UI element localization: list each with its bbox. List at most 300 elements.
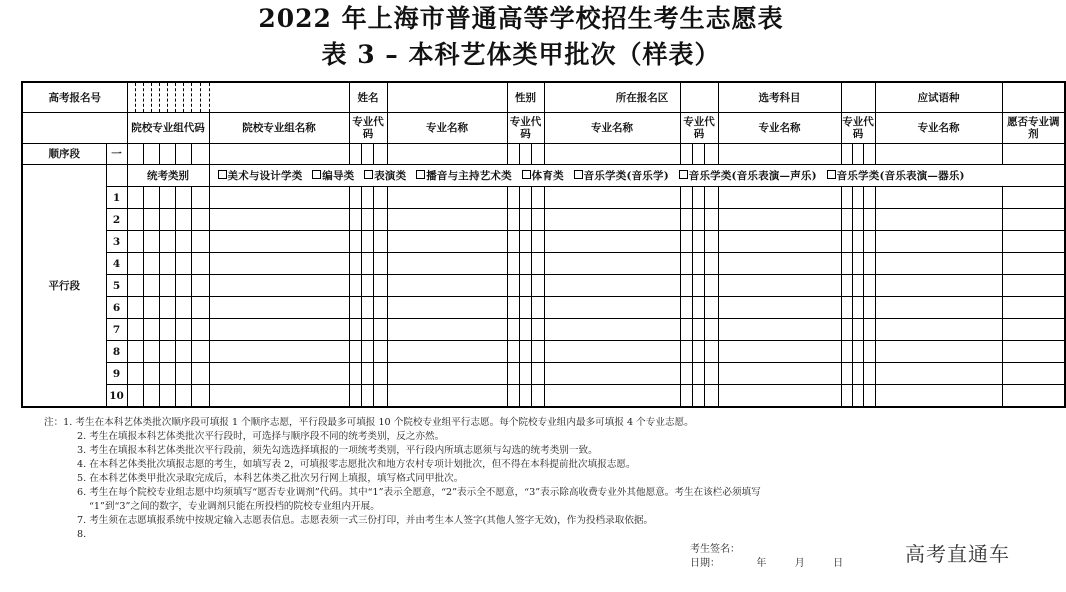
cell[interactable] (191, 144, 209, 165)
cell[interactable] (507, 144, 519, 165)
name-cell[interactable] (209, 341, 349, 363)
code-digit[interactable] (704, 209, 718, 231)
application-table (21, 81, 1066, 408)
code-digit[interactable] (704, 275, 718, 297)
group-code-digit[interactable] (143, 363, 159, 385)
name-cell[interactable] (875, 341, 1002, 363)
code-digit[interactable] (852, 385, 863, 408)
watermark: 高考直通车 (905, 542, 1010, 566)
name-cell[interactable] (544, 209, 680, 231)
code-digit[interactable] (704, 187, 718, 209)
group-code-digit[interactable] (127, 253, 143, 275)
category-option[interactable]: 音乐学类(音乐表演—器乐) (827, 170, 965, 182)
group-code-digit[interactable] (143, 253, 159, 275)
cell[interactable] (1002, 144, 1065, 165)
name-cell[interactable] (209, 187, 349, 209)
code-digit[interactable] (507, 319, 519, 341)
code-digit[interactable] (507, 187, 519, 209)
code-digit[interactable] (680, 231, 692, 253)
group-code-digit[interactable] (143, 231, 159, 253)
cell[interactable] (349, 144, 361, 165)
group-code-digit[interactable] (175, 385, 191, 408)
adjust-cell[interactable] (1002, 363, 1065, 385)
name-cell[interactable] (718, 275, 841, 297)
code-digit[interactable] (507, 209, 519, 231)
name-cell[interactable] (209, 319, 349, 341)
cell[interactable] (387, 144, 507, 165)
code-digit[interactable] (373, 363, 387, 385)
group-code-digit[interactable] (191, 275, 209, 297)
code-digit[interactable] (692, 297, 704, 319)
code-digit[interactable] (519, 275, 531, 297)
exam-number-digit[interactable] (151, 82, 159, 113)
group-code-digit[interactable] (143, 319, 159, 341)
code-digit[interactable] (704, 253, 718, 275)
code-digit[interactable] (863, 363, 875, 385)
code-digit[interactable] (361, 187, 373, 209)
group-code-digit[interactable] (127, 275, 143, 297)
code-digit[interactable] (507, 341, 519, 363)
name-cell[interactable] (875, 385, 1002, 408)
code-digit[interactable] (692, 385, 704, 408)
name-cell[interactable] (718, 363, 841, 385)
row-number: 9 (106, 363, 127, 385)
code-digit[interactable] (692, 209, 704, 231)
checkbox-icon (827, 170, 836, 179)
col-major-code-2: 专业代码 (507, 113, 544, 144)
group-code-digit[interactable] (191, 297, 209, 319)
code-digit[interactable] (680, 363, 692, 385)
code-digit[interactable] (373, 187, 387, 209)
group-code-digit[interactable] (127, 319, 143, 341)
language-field[interactable] (1002, 82, 1065, 113)
code-digit[interactable] (841, 253, 852, 275)
checkbox-icon (416, 170, 425, 179)
name-cell[interactable] (387, 209, 507, 231)
code-digit[interactable] (373, 341, 387, 363)
group-code-digit[interactable] (127, 363, 143, 385)
code-digit[interactable] (863, 253, 875, 275)
code-digit[interactable] (519, 385, 531, 408)
code-digit[interactable] (361, 319, 373, 341)
code-digit[interactable] (841, 275, 852, 297)
cell[interactable] (863, 144, 875, 165)
code-digit[interactable] (680, 275, 692, 297)
group-code-digit[interactable] (175, 319, 191, 341)
code-digit[interactable] (841, 385, 852, 408)
code-digit[interactable] (531, 209, 544, 231)
name-cell[interactable] (387, 231, 507, 253)
exam-number-digit[interactable] (127, 82, 135, 113)
code-digit[interactable] (531, 385, 544, 408)
group-code-digit[interactable] (175, 297, 191, 319)
code-digit[interactable] (349, 209, 361, 231)
code-digit[interactable] (507, 385, 519, 408)
code-digit[interactable] (507, 253, 519, 275)
name-cell[interactable] (387, 187, 507, 209)
code-digit[interactable] (692, 231, 704, 253)
code-digit[interactable] (361, 341, 373, 363)
code-digit[interactable] (841, 341, 852, 363)
code-digit[interactable] (692, 319, 704, 341)
group-code-digit[interactable] (191, 187, 209, 209)
group-code-digit[interactable] (143, 341, 159, 363)
code-digit[interactable] (531, 363, 544, 385)
adjust-cell[interactable] (1002, 341, 1065, 363)
name-cell[interactable] (875, 297, 1002, 319)
code-digit[interactable] (863, 319, 875, 341)
category-option[interactable]: 表演类 (364, 170, 406, 182)
year-label: 年 (756, 558, 767, 569)
parallel-row (22, 363, 1065, 385)
name-cell[interactable] (875, 187, 1002, 209)
cell[interactable] (544, 144, 680, 165)
cell[interactable] (143, 144, 159, 165)
name-cell[interactable] (875, 209, 1002, 231)
name-cell[interactable] (387, 363, 507, 385)
subjects-field[interactable] (841, 82, 875, 113)
code-digit[interactable] (704, 231, 718, 253)
code-digit[interactable] (349, 297, 361, 319)
code-digit[interactable] (519, 187, 531, 209)
name-cell[interactable] (209, 275, 349, 297)
group-code-digit[interactable] (159, 297, 175, 319)
code-digit[interactable] (519, 209, 531, 231)
cell[interactable] (175, 144, 191, 165)
name-cell[interactable] (544, 231, 680, 253)
code-digit[interactable] (680, 253, 692, 275)
group-code-digit[interactable] (143, 385, 159, 408)
note-line: 6. 考生在每个院校专业组志愿中均须填写“愿否专业调剂”代码。其中“1”表示全愿意，“2”表示全不愿意，“3”表示除高收费专业外其他愿意。考生在该栏必须填写 (77, 487, 761, 498)
group-code-digit[interactable] (127, 385, 143, 408)
exam-number-digit[interactable] (209, 82, 349, 113)
name-cell[interactable] (387, 341, 507, 363)
adjust-cell[interactable] (1002, 209, 1065, 231)
code-digit[interactable] (680, 341, 692, 363)
group-code-digit[interactable] (191, 209, 209, 231)
col-major-name-3: 专业名称 (718, 113, 841, 144)
cell[interactable] (680, 144, 692, 165)
code-digit[interactable] (863, 341, 875, 363)
notes (44, 416, 924, 542)
group-code-digit[interactable] (127, 231, 143, 253)
category-option[interactable]: 体育类 (522, 170, 564, 182)
group-code-digit[interactable] (159, 253, 175, 275)
code-digit[interactable] (531, 341, 544, 363)
code-digit[interactable] (373, 319, 387, 341)
category-option[interactable]: 美术与设计学类 (218, 170, 303, 182)
code-digit[interactable] (841, 319, 852, 341)
code-digit[interactable] (519, 297, 531, 319)
name-cell[interactable] (544, 341, 680, 363)
code-digit[interactable] (863, 297, 875, 319)
code-digit[interactable] (704, 363, 718, 385)
code-digit[interactable] (373, 209, 387, 231)
code-digit[interactable] (373, 231, 387, 253)
code-digit[interactable] (507, 231, 519, 253)
cell[interactable] (692, 144, 704, 165)
adjust-cell[interactable] (1002, 187, 1065, 209)
name-cell[interactable] (387, 253, 507, 275)
code-digit[interactable] (680, 319, 692, 341)
code-digit[interactable] (680, 209, 692, 231)
name-cell[interactable] (544, 319, 680, 341)
code-digit[interactable] (519, 341, 531, 363)
code-digit[interactable] (531, 297, 544, 319)
exam-number-digit[interactable] (191, 82, 200, 113)
group-code-digit[interactable] (175, 363, 191, 385)
name-cell[interactable] (718, 231, 841, 253)
code-digit[interactable] (349, 385, 361, 408)
code-digit[interactable] (373, 385, 387, 408)
code-digit[interactable] (531, 187, 544, 209)
name-cell[interactable] (718, 341, 841, 363)
cell[interactable] (361, 144, 373, 165)
col-major-name-1: 专业名称 (387, 113, 507, 144)
name-cell[interactable] (544, 253, 680, 275)
name-cell[interactable] (387, 385, 507, 408)
group-code-digit[interactable] (127, 187, 143, 209)
name-cell[interactable] (387, 275, 507, 297)
group-code-digit[interactable] (143, 275, 159, 297)
name-cell[interactable] (875, 253, 1002, 275)
code-digit[interactable] (507, 363, 519, 385)
name-cell[interactable] (209, 209, 349, 231)
code-digit[interactable] (863, 187, 875, 209)
group-code-digit[interactable] (191, 363, 209, 385)
code-digit[interactable] (704, 385, 718, 408)
cell[interactable] (127, 144, 143, 165)
code-digit[interactable] (841, 363, 852, 385)
group-code-digit[interactable] (159, 363, 175, 385)
code-digit[interactable] (361, 209, 373, 231)
name-cell[interactable] (387, 297, 507, 319)
code-digit[interactable] (680, 385, 692, 408)
code-digit[interactable] (531, 231, 544, 253)
group-code-digit[interactable] (175, 275, 191, 297)
cell[interactable] (704, 144, 718, 165)
name-cell[interactable] (544, 385, 680, 408)
name-cell[interactable] (544, 187, 680, 209)
code-digit[interactable] (863, 275, 875, 297)
cell[interactable] (209, 144, 349, 165)
code-digit[interactable] (531, 275, 544, 297)
code-digit[interactable] (349, 253, 361, 275)
name-cell[interactable] (875, 363, 1002, 385)
cell[interactable] (519, 144, 531, 165)
code-digit[interactable] (692, 253, 704, 275)
group-code-digit[interactable] (175, 209, 191, 231)
code-digit[interactable] (852, 319, 863, 341)
code-digit[interactable] (349, 319, 361, 341)
group-code-digit[interactable] (159, 275, 175, 297)
adjust-cell[interactable] (1002, 319, 1065, 341)
code-digit[interactable] (361, 275, 373, 297)
cell[interactable] (373, 144, 387, 165)
group-code-digit[interactable] (143, 297, 159, 319)
category-option[interactable]: 播音与主持艺术类 (416, 170, 512, 182)
name-cell[interactable] (209, 253, 349, 275)
exam-number-digit[interactable] (159, 82, 167, 113)
cell[interactable] (531, 144, 544, 165)
code-digit[interactable] (361, 385, 373, 408)
code-digit[interactable] (349, 341, 361, 363)
adjust-cell[interactable] (1002, 297, 1065, 319)
group-code-digit[interactable] (191, 341, 209, 363)
name-cell[interactable] (544, 297, 680, 319)
group-code-digit[interactable] (175, 187, 191, 209)
parallel-row (22, 275, 1065, 297)
group-code-digit[interactable] (191, 385, 209, 408)
name-cell[interactable] (209, 297, 349, 319)
code-digit[interactable] (841, 209, 852, 231)
group-code-digit[interactable] (143, 209, 159, 231)
name-cell[interactable] (718, 297, 841, 319)
row-number: 10 (106, 385, 127, 408)
exam-number-digit[interactable] (183, 82, 191, 113)
group-code-digit[interactable] (191, 253, 209, 275)
group-code-digit[interactable] (127, 341, 143, 363)
code-digit[interactable] (361, 231, 373, 253)
name-cell[interactable] (875, 275, 1002, 297)
code-digit[interactable] (841, 231, 852, 253)
exam-number-label: 高考报名号 (22, 82, 127, 113)
cell[interactable] (852, 144, 863, 165)
name-cell[interactable] (209, 231, 349, 253)
group-code-digit[interactable] (127, 297, 143, 319)
code-digit[interactable] (373, 275, 387, 297)
code-digit[interactable] (519, 253, 531, 275)
code-digit[interactable] (519, 319, 531, 341)
col-group-name: 院校专业组名称 (209, 113, 349, 144)
code-digit[interactable] (852, 341, 863, 363)
group-code-digit[interactable] (159, 209, 175, 231)
code-digit[interactable] (692, 275, 704, 297)
group-code-digit[interactable] (159, 187, 175, 209)
district-label: 所在报名区 (544, 82, 680, 113)
cell[interactable] (841, 144, 852, 165)
name-cell[interactable] (875, 231, 1002, 253)
code-digit[interactable] (361, 253, 373, 275)
code-digit[interactable] (704, 319, 718, 341)
code-digit[interactable] (680, 187, 692, 209)
code-digit[interactable] (361, 297, 373, 319)
group-code-digit[interactable] (159, 231, 175, 253)
parallel-row (22, 187, 1065, 209)
code-digit[interactable] (692, 187, 704, 209)
code-digit[interactable] (519, 231, 531, 253)
code-digit[interactable] (519, 363, 531, 385)
code-digit[interactable] (507, 275, 519, 297)
name-cell[interactable] (209, 363, 349, 385)
group-code-digit[interactable] (159, 319, 175, 341)
cell[interactable] (159, 144, 175, 165)
code-digit[interactable] (852, 231, 863, 253)
cell[interactable] (718, 144, 841, 165)
code-digit[interactable] (704, 297, 718, 319)
exam-number-digit[interactable] (175, 82, 183, 113)
parallel-row (22, 209, 1065, 231)
code-digit[interactable] (852, 253, 863, 275)
district-field[interactable] (680, 82, 718, 113)
exam-number-digit[interactable] (200, 82, 209, 113)
code-digit[interactable] (349, 231, 361, 253)
name-cell[interactable] (718, 319, 841, 341)
group-code-digit[interactable] (127, 209, 143, 231)
code-digit[interactable] (852, 275, 863, 297)
group-code-digit[interactable] (159, 341, 175, 363)
name-cell[interactable] (718, 253, 841, 275)
code-digit[interactable] (373, 253, 387, 275)
code-digit[interactable] (852, 363, 863, 385)
group-code-digit[interactable] (143, 187, 159, 209)
exam-number-digit[interactable] (143, 82, 151, 113)
exam-number-digit[interactable] (167, 82, 175, 113)
name-cell[interactable] (718, 187, 841, 209)
note-line: 4. 在本科艺体类批次填报志愿的考生，如填写表 2，可填报零志愿批次和地方农村专项计划批次，但不得在本科提前批次填报志愿。 (77, 459, 636, 470)
code-digit[interactable] (841, 187, 852, 209)
adjust-cell[interactable] (1002, 231, 1065, 253)
category-option[interactable]: 音乐学类(音乐学) (574, 170, 669, 182)
group-code-digit[interactable] (175, 231, 191, 253)
name-field[interactable] (387, 82, 507, 113)
code-digit[interactable] (841, 297, 852, 319)
name-cell[interactable] (209, 385, 349, 408)
code-digit[interactable] (852, 209, 863, 231)
name-cell[interactable] (718, 209, 841, 231)
name-cell[interactable] (387, 319, 507, 341)
category-option[interactable]: 音乐学类(音乐表演—声乐) (679, 170, 817, 182)
code-digit[interactable] (349, 187, 361, 209)
group-code-digit[interactable] (175, 341, 191, 363)
code-digit[interactable] (349, 363, 361, 385)
code-digit[interactable] (349, 275, 361, 297)
code-digit[interactable] (863, 231, 875, 253)
checkbox-icon (312, 170, 321, 179)
group-code-digit[interactable] (159, 385, 175, 408)
name-cell[interactable] (718, 385, 841, 408)
code-digit[interactable] (361, 363, 373, 385)
code-digit[interactable] (863, 385, 875, 408)
code-digit[interactable] (704, 341, 718, 363)
code-digit[interactable] (373, 297, 387, 319)
code-digit[interactable] (507, 297, 519, 319)
code-digit[interactable] (863, 209, 875, 231)
checkbox-icon (364, 170, 373, 179)
group-code-digit[interactable] (191, 319, 209, 341)
name-cell[interactable] (875, 319, 1002, 341)
candidate-info-row (22, 82, 1065, 113)
code-digit[interactable] (692, 363, 704, 385)
code-digit[interactable] (852, 297, 863, 319)
exam-number-digit[interactable] (135, 82, 143, 113)
name-cell[interactable] (544, 275, 680, 297)
category-option[interactable]: 编导类 (312, 170, 354, 182)
code-digit[interactable] (531, 319, 544, 341)
code-digit[interactable] (531, 253, 544, 275)
code-digit[interactable] (852, 187, 863, 209)
name-cell[interactable] (544, 363, 680, 385)
group-code-digit[interactable] (191, 231, 209, 253)
code-digit[interactable] (680, 297, 692, 319)
date-line (690, 557, 843, 571)
adjust-cell[interactable] (1002, 385, 1065, 408)
cell[interactable] (875, 144, 1002, 165)
adjust-cell[interactable] (1002, 253, 1065, 275)
code-digit[interactable] (692, 341, 704, 363)
group-code-digit[interactable] (175, 253, 191, 275)
adjust-cell[interactable] (1002, 275, 1065, 297)
